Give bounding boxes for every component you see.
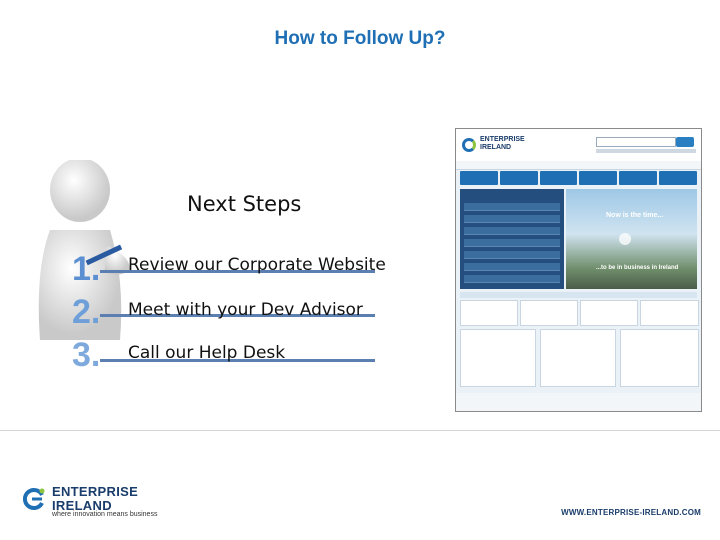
enterprise-ireland-logo-icon xyxy=(22,487,46,511)
website-logo-text: ENTERPRISE IRELAND xyxy=(480,136,525,151)
website-search-button xyxy=(676,137,694,147)
footer-divider xyxy=(0,430,720,431)
corporate-website-screenshot xyxy=(455,128,702,412)
website-search-field xyxy=(596,137,676,147)
website-links-panel xyxy=(540,329,616,387)
website-feature-tile xyxy=(460,300,518,326)
next-steps-heading: Next Steps xyxy=(187,192,302,216)
figure-head xyxy=(50,160,110,222)
footer-website-url[interactable]: WWW.ENTERPRISE-IRELAND.COM xyxy=(561,508,701,517)
footer-logo-line1: ENTERPRISE xyxy=(52,484,139,499)
website-hero-subtext: ...to be in business in Ireland xyxy=(596,265,679,271)
website-twitter-panel xyxy=(620,329,699,387)
step-number-3: 3. xyxy=(72,336,101,373)
website-feature-tile xyxy=(580,300,638,326)
website-feature-tile xyxy=(640,300,699,326)
website-logo-icon xyxy=(462,138,476,152)
website-tabs xyxy=(460,171,697,185)
step-3-text: Call our Help Desk xyxy=(128,343,286,363)
website-tab xyxy=(619,171,657,185)
step-2-text: Meet with your Dev Advisor xyxy=(128,300,363,320)
website-tab xyxy=(500,171,538,185)
website-tab xyxy=(579,171,617,185)
website-section-bar xyxy=(460,292,697,298)
website-feature-tile xyxy=(520,300,578,326)
step-1-text: Review our Corporate Website xyxy=(128,255,386,275)
website-header xyxy=(456,129,701,161)
website-contact-strip xyxy=(596,149,696,153)
footer-tagline: where innovation means business xyxy=(52,511,158,518)
website-tab xyxy=(540,171,578,185)
website-hero-text: Now is the time... xyxy=(606,212,664,219)
slide-title: How to Follow Up? xyxy=(274,28,446,49)
footer-logo-line2: IRELAND xyxy=(52,498,112,513)
website-hero-image xyxy=(566,189,697,289)
step-number-1: 1. xyxy=(72,250,101,288)
website-tab xyxy=(460,171,498,185)
website-news-panel xyxy=(460,329,536,387)
play-icon xyxy=(619,233,631,245)
website-footer xyxy=(456,393,701,411)
website-left-menu xyxy=(460,189,564,289)
step-number-2: 2. xyxy=(72,293,101,331)
website-tab xyxy=(659,171,697,185)
website-nav-bar xyxy=(456,161,701,170)
